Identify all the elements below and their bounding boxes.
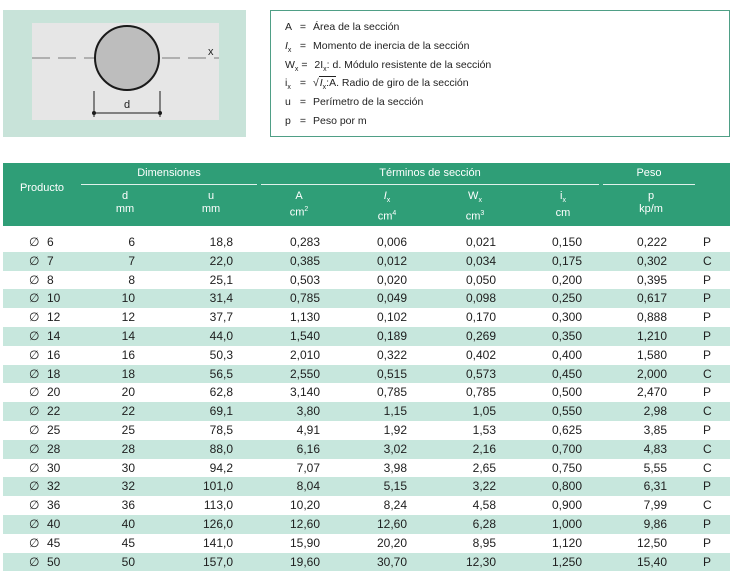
cell-type: P [703,516,712,531]
cell-u: 44,0 [209,328,233,343]
cell-gyration: 0,750 [551,460,582,475]
table-row [3,271,730,290]
cell-product [29,515,69,534]
table-row [3,440,730,459]
cell-type: C [703,366,712,381]
cell-inertia: 3,02 [383,441,407,456]
cell-product [29,308,69,327]
table-row [3,402,730,421]
cell-product-value: 32 [47,479,61,494]
cell-u: 25,1 [209,272,233,287]
legend-gyration-root: $√I_x:A$ [312,77,337,92]
cell-area: 15,90 [289,535,320,550]
axis-label-x: x [208,46,214,58]
legend-inertia-symbol: $I_x$ [285,40,292,55]
legend-gyration-symbol: $i_x$ [285,77,291,92]
cell-area: 0,785 [289,291,320,306]
legend-perimeter-symbol: u [285,96,291,108]
diameter-icon: ∅ [29,422,40,437]
cell-u: 31,4 [209,291,233,306]
diameter-icon: ∅ [29,328,40,343]
cell-gyration: 1,000 [551,516,582,531]
cell-product [29,534,69,553]
table-row [3,233,730,252]
legend-perimeter-text: Perímetro de la sección [312,96,424,108]
table-row [3,308,730,327]
cell-gyration: 0,550 [551,404,582,419]
cell-type: C [703,253,712,268]
table-body [3,233,730,571]
cell-modulus: 0,098 [465,291,496,306]
legend-modulus-expr: $2I_x$ [314,59,327,74]
table-row [3,553,730,572]
cell-inertia: 0,102 [376,310,407,325]
cell-d: 25 [121,422,135,437]
diameter-icon: ∅ [29,385,40,400]
legend-modulus-text: : d. Módulo resistente de la sección [326,59,492,71]
cell-type: C [703,460,712,475]
bar-circle [95,26,159,90]
cell-product-value: 28 [47,441,61,456]
legend-weight [285,115,367,127]
cell-type: C [703,404,712,419]
cell-product [29,477,69,496]
cell-d: 50 [121,554,135,569]
cell-product [29,252,69,271]
legend-weight-symbol: p [285,115,291,127]
cell-product-value: 30 [47,460,61,475]
cell-type: P [703,235,712,249]
cell-type: C [703,498,712,513]
cell-weight: 0,395 [636,272,667,287]
diameter-icon: ∅ [29,347,40,362]
cell-inertia: 1,15 [383,404,407,419]
cell-d: 20 [121,385,135,400]
cell-gyration: 0,800 [551,479,582,494]
cell-inertia: 0,020 [376,272,407,287]
diameter-icon: ∅ [29,441,40,456]
cell-modulus: 12,30 [465,554,496,569]
legend-area-symbol: A [285,21,293,33]
cell-modulus: 1,05 [472,404,496,419]
cell-product-value: 18 [47,366,61,381]
table-row [3,515,730,534]
header-rule-terminos [261,184,599,185]
table-row [3,421,730,440]
cell-product [29,365,69,384]
cell-inertia: 30,70 [376,554,407,569]
cell-gyration: 0,175 [551,253,582,268]
cell-gyration: 0,200 [551,272,582,287]
cell-modulus: 2,65 [472,460,496,475]
cell-type: P [703,310,712,325]
cell-area: 19,60 [289,554,320,569]
cell-gyration: 1,250 [551,554,582,569]
cell-d: 8 [128,272,135,287]
header-u: u mm [201,190,221,215]
diameter-icon: ∅ [29,498,40,513]
cell-inertia: 0,006 [376,235,407,249]
cell-weight: 0,888 [636,310,667,325]
cell-weight: 15,40 [636,554,667,569]
cell-product [29,383,69,402]
dimension-label-d: d [124,99,131,111]
legend-gyration-text: . Radio de giro de la sección [336,77,469,89]
cell-product-value: 10 [47,291,61,306]
cell-inertia: 3,98 [383,460,407,475]
header-terminos: Términos de sección [379,167,481,179]
cell-product-value: 6 [47,235,54,249]
cell-weight: 9,86 [643,516,667,531]
table-row [3,496,730,515]
cell-inertia: 0,515 [376,366,407,381]
cell-product [29,346,69,365]
legend-modulus [285,59,491,73]
cell-weight: 2,98 [643,404,667,419]
cell-product-value: 12 [47,310,61,325]
diameter-icon: ∅ [29,253,40,268]
cell-u: 141,0 [202,535,233,550]
legend-inertia [285,40,469,54]
legend-gyration-equals: = [299,77,307,89]
cell-modulus: 0,573 [465,366,496,381]
table-row [3,534,730,553]
cell-type: P [703,272,712,287]
cell-product [29,289,69,308]
legend-weight-text: Peso por m [312,115,367,127]
legend-modulus-symbol: $W_x$ [285,59,299,74]
diameter-icon: ∅ [29,516,40,531]
cell-weight: 0,617 [636,291,667,306]
cell-product [29,459,69,478]
cell-modulus: 0,170 [465,310,496,325]
diameter-icon: ∅ [29,404,40,419]
cell-area: 4,91 [296,422,320,437]
cell-product [29,421,69,440]
cell-area: 0,385 [289,253,320,268]
cell-d: 6 [128,235,135,249]
legend-inertia-text: Momento de inercia de la sección [312,40,470,52]
header-d: d mm [115,190,135,215]
cell-type: C [703,441,712,456]
legend-inertia-equals: = [299,40,307,52]
cell-inertia: 0,189 [376,328,407,343]
cell-d: 32 [121,479,135,494]
table-row [3,252,730,271]
legend-gyration [285,77,469,91]
cell-area: 0,503 [289,272,320,287]
cell-gyration: 0,150 [551,235,582,249]
cell-product [29,233,69,252]
cell-area: 3,140 [289,385,320,400]
cell-type: P [703,422,712,437]
diameter-icon: ∅ [29,554,40,569]
cell-product [29,402,69,421]
cell-gyration: 0,400 [551,347,582,362]
cell-weight: 2,470 [636,385,667,400]
figure-panel [32,23,219,120]
cell-product-value: 45 [47,535,61,550]
cell-weight: 6,31 [643,479,667,494]
cell-d: 45 [121,535,135,550]
cell-modulus: 8,95 [472,535,496,550]
table-row [3,327,730,346]
table-row [3,365,730,384]
header-rule-dimensiones [81,184,257,185]
cell-inertia: 0,049 [376,291,407,306]
cell-product-value: 14 [47,328,61,343]
table-row [3,346,730,365]
cell-u: 101,0 [202,479,233,494]
cell-d: 12 [121,310,135,325]
cell-type: P [703,479,712,494]
cell-d: 16 [121,347,135,362]
cell-modulus: 0,034 [465,253,496,268]
legend-perimeter [285,96,423,108]
cell-u: 157,0 [202,554,233,569]
cell-product [29,440,69,459]
cell-u: 113,0 [203,498,233,513]
legend-area [285,21,399,33]
cell-modulus: 0,402 [465,347,496,362]
cell-area: 12,60 [289,516,320,531]
cell-product-value: 40 [47,516,61,531]
cell-type: P [703,328,712,343]
cell-product-value: 16 [47,347,61,362]
cell-inertia: 5,15 [383,479,407,494]
cell-inertia: 1,92 [383,422,407,437]
cell-modulus: 2,16 [472,441,496,456]
cell-modulus: 6,28 [472,516,496,531]
cell-gyration: 0,500 [551,385,582,400]
diameter-icon: ∅ [29,479,40,494]
cell-product-value: 8 [47,272,54,287]
diameter-icon: ∅ [29,460,40,475]
header-ix: $i_x$ cm [555,190,571,220]
cell-weight: 2,000 [636,366,667,381]
cross-section-figure [3,10,246,137]
table-row [3,477,730,496]
cell-weight: 5,55 [643,460,667,475]
cell-u: 78,5 [209,422,233,437]
cell-product-value: 36 [47,498,61,513]
cell-d: 40 [121,516,135,531]
diameter-icon: ∅ [29,366,40,381]
legend-box [270,10,730,137]
cell-gyration: 0,900 [551,498,582,513]
diameter-icon: ∅ [29,272,40,287]
cell-inertia: 0,322 [376,347,407,362]
cell-d: 18 [121,366,135,381]
cell-type: P [703,385,712,400]
cell-u: 62,8 [209,385,233,400]
legend-modulus-equals: = [301,59,308,71]
cell-type: P [703,291,712,306]
cell-d: 10 [121,291,135,306]
legend-perimeter-equals: = [299,96,307,108]
cell-weight: 3,85 [643,422,667,437]
cell-product-value: 22 [47,404,61,419]
diameter-icon: ∅ [29,235,40,249]
cell-area: 1,540 [289,328,320,343]
table-header [3,163,730,226]
cell-area: 1,130 [289,310,320,325]
cell-modulus: 0,021 [465,235,496,249]
cell-area: 8,04 [296,479,320,494]
cell-product-value: 50 [47,554,61,569]
cell-area: 2,010 [289,347,320,362]
cell-u: 126,0 [202,516,233,531]
cell-weight: 4,83 [643,441,667,456]
cell-area: 2,550 [289,366,320,381]
cell-weight: 7,99 [643,498,667,513]
cell-u: 37,7 [209,310,233,325]
legend-area-equals: = [299,21,307,33]
cell-area: 6,16 [296,441,320,456]
cell-inertia: 20,20 [376,535,407,550]
cell-inertia: 0,785 [376,385,407,400]
cell-d: 30 [121,460,135,475]
cell-inertia: 0,012 [376,253,407,268]
cell-product [29,496,69,515]
cell-modulus: 0,269 [465,328,496,343]
header-rule-peso [603,184,695,185]
cell-gyration: 0,700 [551,441,582,456]
header-producto: Producto [19,182,65,194]
cell-u: 18,8 [209,235,233,249]
cell-u: 56,5 [209,366,233,381]
cell-modulus: 0,785 [465,385,496,400]
cell-gyration: 0,450 [551,366,582,381]
cell-gyration: 0,350 [551,328,582,343]
cell-d: 28 [121,441,135,456]
header-A: A $cm^2$ [289,190,309,219]
header-peso: Peso [636,167,662,179]
cell-product-value: 20 [47,385,61,400]
cell-modulus: 3,22 [472,479,496,494]
cell-type: P [703,347,712,362]
cell-u: 22,0 [209,253,233,268]
legend-weight-equals: = [299,115,307,127]
cell-area: 7,07 [296,460,320,475]
cell-weight: 12,50 [636,535,667,550]
cell-product [29,553,69,572]
cell-weight: 1,210 [636,328,667,343]
header-Ix: $I_x$ $cm^4$ [377,190,397,223]
cell-d: 36 [121,498,135,513]
cell-u: 50,3 [209,347,233,362]
dimension-dot-left [92,111,96,115]
cell-product-value: 7 [47,253,54,268]
cell-area: 10,20 [289,498,320,513]
cell-product [29,327,69,346]
table-row [3,289,730,308]
table-row [3,459,730,478]
table-row [3,383,730,402]
cell-d: 22 [121,404,135,419]
header-p: p kp/m [639,190,663,215]
round-bar-section-drawing [32,23,219,120]
cell-d: 14 [121,328,135,343]
cell-weight: 0,222 [636,235,667,249]
cell-gyration: 0,625 [551,422,582,437]
cell-area: 0,283 [289,235,320,249]
header-Wx: $W_x$ $cm^3$ [465,190,485,223]
dimension-dot-right [158,111,162,115]
cell-product-value: 25 [47,422,61,437]
cell-inertia: 8,24 [383,498,407,513]
cell-modulus: 0,050 [465,272,496,287]
cell-weight: 1,580 [636,347,667,362]
cell-area: 3,80 [296,404,320,419]
cell-gyration: 1,120 [551,535,582,550]
cell-inertia: 12,60 [376,516,407,531]
cell-weight: 0,302 [636,253,667,268]
cell-modulus: 4,58 [472,498,496,513]
diameter-icon: ∅ [29,291,40,306]
cell-d: 7 [128,253,135,268]
header-dimensiones: Dimensiones [137,167,201,179]
diameter-icon: ∅ [29,535,40,550]
legend-area-text: Área de la sección [312,21,400,33]
cell-gyration: 0,300 [551,310,582,325]
cell-modulus: 1,53 [472,422,496,437]
cell-u: 69,1 [209,404,233,419]
cell-product [29,271,69,290]
cell-type: P [703,554,712,569]
diameter-icon: ∅ [29,310,40,325]
cell-gyration: 0,250 [551,291,582,306]
cell-u: 94,2 [209,460,233,475]
cell-u: 88,0 [209,441,233,456]
cell-type: P [703,535,712,550]
